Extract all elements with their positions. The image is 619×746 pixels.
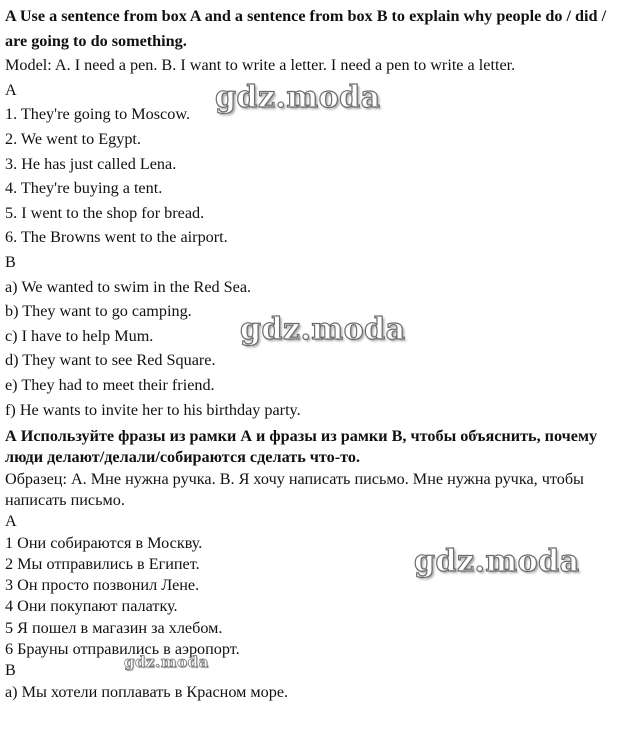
list-item: e) They had to meet their friend. [5,375,215,394]
box-b-label-en: B [5,252,16,271]
box-a-label-en: A [5,80,17,99]
box-a-label-ru: А [5,512,17,531]
list-item: 1. They're going to Moscow. [5,105,191,124]
list-item: a) We wanted to swim in the Red Sea. [5,277,252,296]
list-item: 5. I went to the shop for bread. [5,203,205,222]
box-b-list-en [5,275,617,423]
list-item: 1 Они собираются в Москву. [5,533,203,552]
model-ru: Образец: А. Мне нужна ручка. В. Я хочу написать письмо. Мне нужна ручка, чтобы написать письмо. [5,469,584,509]
watermark-logo: gdz.moda [240,312,406,347]
watermark-logo: gdz.moda [215,80,381,115]
english-section [5,4,617,422]
task-title-ru: А Используйте фразы из рамки А и фразы из рамки В, чтобы объяснить, почему люди делают/делали/собираются сделать что-то. [5,427,598,467]
list-item: 5 Я пошел в магазин за хлебом. [5,618,223,637]
list-item: 2 Мы отправились в Египет. [5,554,200,573]
watermark-logo: gdz.moda [124,653,209,671]
list-item: b) They want to go camping. [5,302,192,321]
list-item: 3 Он просто позвонил Лене. [5,576,200,595]
box-a-list-en [5,102,617,250]
list-item: f) He wants to invite her to his birthday party. [5,400,301,419]
list-item: 4. They're buying a tent. [5,179,163,198]
watermark-logo: gdz.moda [414,544,580,579]
model-en: Model: A. I need a pen. B. I want to write a letter. I need a pen to write a letter. [5,56,516,75]
list-item: 3. He has just called Lena. [5,154,177,173]
list-item: 4 Они покупают палатку. [5,597,178,616]
box-b-label-ru: В [5,661,16,680]
list-item: а) Мы хотели поплавать в Красном море. [5,682,289,701]
list-item: c) I have to help Mum. [5,326,154,345]
task-title-en: A Use a sentence from box A and a sentence from box B to explain why people do / did / are going to do something. [5,7,607,50]
list-item: d) They want to see Red Square. [5,351,216,370]
box-b-list-ru [5,682,617,703]
list-item: 6 Брауны отправились в аэропорт. [5,640,240,659]
list-item: 6. The Browns went to the airport. [5,228,228,247]
list-item: 2. We went to Egypt. [5,129,141,148]
